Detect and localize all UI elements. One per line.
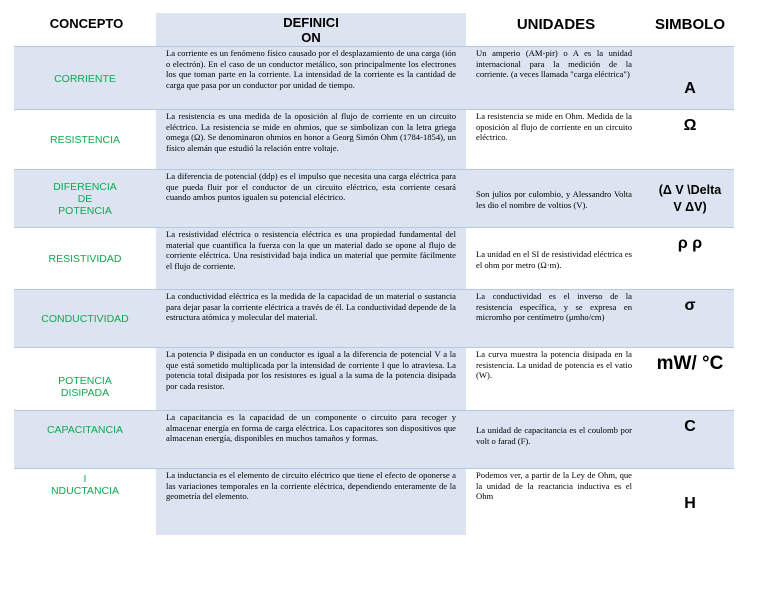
header-concepto: CONCEPTO — [49, 16, 124, 31]
symbol-cell: σ — [684, 297, 696, 314]
definition-cell: La conductividad eléctrica es la medida de la capacidad de un material o sustancia para dejar pasar la corriente eléctrica a través de él. La conductividad depende de la estructura atómica y molecular del material. — [156, 290, 466, 348]
concept-line-1: I — [83, 473, 87, 485]
unit-cell: La curva muestra la potencia disipada en la resistencia. La unidad de potencia es el vatio (W). — [476, 349, 632, 381]
table-row-capacitancia — [14, 410, 734, 469]
unit-text: Son julios por culombio, y Alessandro Volta les dio el nombre de voltios (V). — [476, 188, 632, 210]
table-row-potencia-disipada — [14, 347, 734, 411]
concept-cell: RESISTIVIDAD — [48, 253, 122, 265]
symbol-cell: ρ ρ — [677, 235, 703, 252]
definition-cell: La inductancia es el elemento de circuito eléctrico que tiene el efecto de oponerse a las variaciones temporales en la corriente eléctrica, dependiendo enteramente de la geometría del elemento. — [156, 469, 466, 535]
table-row-resistencia — [14, 109, 734, 170]
header-definicion-line-1: DEFINICI — [283, 15, 339, 30]
unit-cell: Podemos ver, a partir de la Ley de Ohm, que la unidad de la reactancia inductiva es el Ohm — [476, 470, 632, 502]
definition-cell: La capacitancia es la capacidad de un componente o circuito para recoger y almacenar energía en forma de carga eléctrica. Los capacitores son dispositivos que almacenan energía, disponibles en muchos tamaños y formas. — [156, 411, 466, 469]
concept-cell: CORRIENTE — [54, 72, 116, 85]
symbol-cell: Ω — [683, 117, 697, 134]
symbol-line-1: (Δ V \Delta — [658, 183, 722, 197]
concept-line-2: DE — [77, 193, 93, 205]
unit-cell — [472, 170, 640, 228]
concept-cell: RESISTENCIA — [49, 134, 120, 146]
symbol-cell — [646, 170, 734, 228]
concept-cell — [14, 170, 156, 228]
header-unidades: UNIDADES — [516, 16, 596, 33]
header-definicion-line-2: ON — [301, 30, 321, 45]
definition-cell: La resistencia es una medida de la oposición al flujo de corriente en un circuito eléctrico. La resistencia se mide en ohmios, que se simbolizan con la letra griega omega (Ω). Se denominaron ohmios en honor a Georg Simón Ohm (1784-1854), un físico alemán que estudió la relación entre voltaje. — [156, 110, 466, 170]
unit-cell — [472, 411, 640, 469]
definition-cell: La potencia P disipada en un conductor es igual a la diferencia de potencial V a la que está sometido multiplicada por la intensidad de corriente I que lo atraviesa. La potencia total disipada por los resistores es igual a la suma de la potencia disipada por cada resistor. — [156, 348, 466, 411]
concept-cell — [14, 348, 156, 411]
table-row-inductancia — [14, 468, 734, 535]
header-definicion — [156, 13, 466, 47]
symbol-cell: mW/ °C — [656, 353, 724, 374]
unit-text: La unidad de capacitancia es el coulomb por volt o farad (F). — [476, 425, 632, 446]
symbol-cell: H — [684, 495, 696, 512]
table-row-corriente — [14, 46, 734, 110]
unit-cell: La conductividad es el inverso de la resistencia específica, y se expresa en micromho por centímetro (μmho/cm) — [476, 291, 632, 323]
table-row-conductividad — [14, 289, 734, 348]
unit-text: La unidad en el SI de resistividad eléctrica es el ohm por metro (Ω·m). — [476, 248, 632, 270]
definition-cell: La diferencia de potencial (ddp) es el impulso que necesita una carga eléctrica para que pueda fluir por el conductor de un circuito eléctrico, esta corriente cesará cuando ambos puntos igualen su potencial eléctrico. — [156, 170, 466, 228]
concept-line-3: POTENCIA — [58, 205, 112, 217]
concept-line-2: NDUCTANCIA — [50, 485, 120, 497]
table-row-resistividad — [14, 227, 734, 290]
definition-cell: La resistividad eléctrica o resistencia eléctrica es una propiedad fundamental del material que cuantifica la fuerza con la que un material dado se opone al flujo de corriente eléctrica. Una resistividad baja indica un material que permite fácilmente el flujo de corriente. — [156, 228, 466, 290]
concept-line-2: DISIPADA — [60, 386, 110, 399]
unit-cell: Un amperio (AM-pir) o A es la unidad internacional para la medición de la corriente. (a veces llamada "carga eléctrica") — [476, 48, 632, 80]
concept-line-1: DIFERENCIA — [53, 181, 117, 193]
concept-line-1: POTENCIA — [58, 374, 112, 387]
definition-cell: La corriente es un fenómeno físico causado por el desplazamiento de una carga (ión o electrón). En el caso de un conductor metálico, son principalmente los electrones los que toman parte en la corriente. La intensidad de la corriente es la cantidad de carga que pasa por un conductor por unidad de tiempo. — [156, 47, 466, 110]
concept-cell — [14, 469, 156, 535]
unit-cell — [472, 228, 640, 290]
symbol-cell: A — [684, 80, 696, 97]
unit-cell: La resistencia se mide en Ohm. Medida de la oposición al flujo de corriente en un circuito eléctrico. — [476, 111, 632, 143]
symbol-cell: C — [684, 418, 696, 435]
header-simbolo: SIMBOLO — [655, 16, 725, 33]
symbol-line-2: V ΔV) — [673, 200, 707, 214]
concept-cell: CONDUCTIVIDAD — [41, 313, 129, 325]
concept-cell: CAPACITANCIA — [46, 424, 124, 436]
table-row-diferencia-de-potencia — [14, 169, 734, 228]
